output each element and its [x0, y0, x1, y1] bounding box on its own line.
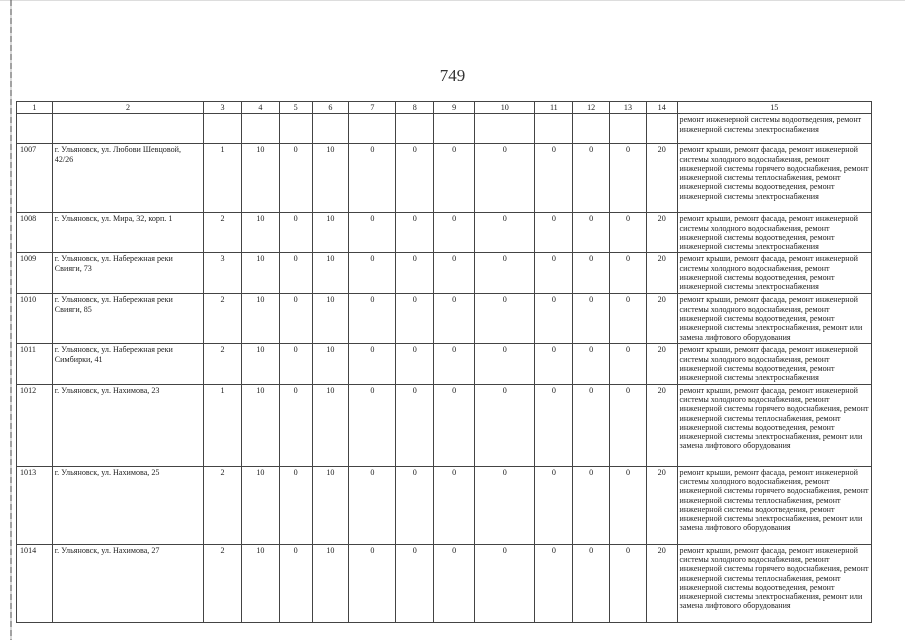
value-cell: 0: [434, 253, 475, 294]
repair-schedule-table: [16, 101, 872, 623]
table-row: [17, 344, 872, 384]
value-cell: 0: [535, 213, 573, 253]
value-cell: 0: [396, 294, 434, 344]
table-row: [17, 466, 872, 544]
value-cell: 0: [573, 344, 610, 384]
value-cell: 0: [279, 253, 312, 294]
column-header: 3: [204, 102, 242, 114]
value-cell: 0: [610, 294, 647, 344]
table-row: [17, 544, 872, 622]
value-cell: 0: [279, 294, 312, 344]
address-cell: г. Ульяновск, ул. Нахимова, 23: [52, 384, 203, 466]
column-header: 9: [434, 102, 475, 114]
value-cell: 0: [475, 144, 535, 213]
table-row: [17, 384, 872, 466]
page-top-edge: [0, 0, 905, 1]
column-header: 15: [677, 102, 871, 114]
value-cell: 1: [204, 144, 242, 213]
value-cell: 10: [241, 344, 279, 384]
value-cell: 0: [279, 544, 312, 622]
repair-works-cell: ремонт крыши, ремонт фасада, ремонт инженерной системы холодного водоснабжения, ремонт инженерной системы водоотведения, ремонт инженерной системы электроснабжения, ремонт или замена лифтового оборудования: [677, 294, 871, 344]
value-cell: 0: [279, 213, 312, 253]
value-cell: 0: [535, 466, 573, 544]
value-cell: 0: [396, 344, 434, 384]
value-cell: 0: [610, 253, 647, 294]
value-cell: 10: [241, 294, 279, 344]
value-cell: 10: [241, 144, 279, 213]
column-number-header-row: [17, 102, 872, 114]
column-header: 13: [610, 102, 647, 114]
value-cell: 0: [396, 384, 434, 466]
row-id-cell: 1012: [17, 384, 53, 466]
column-header: 8: [396, 102, 434, 114]
value-cell: 0: [279, 344, 312, 384]
value-cell: 0: [475, 294, 535, 344]
continuation-row: [17, 114, 872, 144]
value-cell: 0: [279, 384, 312, 466]
value-cell: 20: [646, 384, 677, 466]
value-cell: 0: [573, 253, 610, 294]
value-cell: 0: [573, 213, 610, 253]
value-cell: 20: [646, 253, 677, 294]
value-cell: 0: [573, 144, 610, 213]
address-cell: г. Ульяновск, ул. Мира, 32, корп. 1: [52, 213, 203, 253]
value-cell: 1: [204, 384, 242, 466]
repair-works-cell: ремонт крыши, ремонт фасада, ремонт инженерной системы холодного водоснабжения, ремонт инженерной системы горячего водоснабжения, ремонт инженерной системы теплоснабжения, ремонт инженерной системы водоотведения, ремонт инженерной системы электроснабжения, ремонт или замена лифтового оборудования: [677, 466, 871, 544]
value-cell: 2: [204, 466, 242, 544]
value-cell: 10: [312, 253, 349, 294]
value-cell: 20: [646, 213, 677, 253]
table-row: [17, 213, 872, 253]
scan-binding-edge: [10, 0, 12, 640]
value-cell: 0: [396, 144, 434, 213]
value-cell: 0: [610, 466, 647, 544]
table-row: [17, 253, 872, 294]
column-header: 5: [279, 102, 312, 114]
value-cell: 0: [349, 466, 396, 544]
value-cell: 0: [535, 144, 573, 213]
value-cell: 10: [312, 344, 349, 384]
value-cell: 0: [396, 466, 434, 544]
value-cell: 0: [610, 213, 647, 253]
value-cell: 0: [573, 466, 610, 544]
value-cell: 0: [434, 144, 475, 213]
value-cell: 0: [349, 384, 396, 466]
repair-works-cell: ремонт крыши, ремонт фасада, ремонт инженерной системы холодного водоснабжения, ремонт инженерной системы горячего водоснабжения, ремонт инженерной системы теплоснабжения, ремонт инженерной системы водоотведения, ремонт инженерной системы электроснабжения, ремонт или замена лифтового оборудования: [677, 384, 871, 466]
value-cell: 0: [573, 544, 610, 622]
value-cell: 2: [204, 344, 242, 384]
value-cell: 20: [646, 466, 677, 544]
value-cell: 10: [241, 466, 279, 544]
value-cell: 0: [475, 466, 535, 544]
value-cell: 0: [535, 294, 573, 344]
value-cell: 0: [475, 384, 535, 466]
value-cell: 0: [349, 253, 396, 294]
column-header: 1: [17, 102, 53, 114]
value-cell: 0: [535, 544, 573, 622]
value-cell: 10: [312, 144, 349, 213]
value-cell: 2: [204, 213, 242, 253]
value-cell: 0: [475, 213, 535, 253]
value-cell: 3: [204, 253, 242, 294]
column-header: 11: [535, 102, 573, 114]
value-cell: 0: [535, 253, 573, 294]
page-number: 749: [439, 66, 466, 85]
address-cell: г. Ульяновск, ул. Набережная реки Свияги, 73: [52, 253, 203, 294]
value-cell: 0: [610, 544, 647, 622]
value-cell: 0: [349, 544, 396, 622]
value-cell: 0: [396, 213, 434, 253]
value-cell: 10: [312, 466, 349, 544]
value-cell: 10: [241, 384, 279, 466]
value-cell: 0: [573, 294, 610, 344]
value-cell: 2: [204, 544, 242, 622]
row-id-cell: 1010: [17, 294, 53, 344]
column-header: 10: [475, 102, 535, 114]
value-cell: 10: [241, 253, 279, 294]
value-cell: 0: [610, 144, 647, 213]
value-cell: 10: [312, 544, 349, 622]
value-cell: 0: [434, 384, 475, 466]
value-cell: 0: [349, 144, 396, 213]
value-cell: 10: [312, 384, 349, 466]
value-cell: 0: [434, 466, 475, 544]
repair-works-cell: ремонт инженерной системы водоотведения, ремонт инженерной системы электроснабжения: [677, 114, 871, 144]
value-cell: 0: [279, 466, 312, 544]
value-cell: 0: [396, 544, 434, 622]
repair-works-cell: ремонт крыши, ремонт фасада, ремонт инженерной системы холодного водоснабжения, ремонт инженерной системы горячего водоснабжения, ремонт инженерной системы теплоснабжения, ремонт инженерной системы водоотведения, ремонт инженерной системы электроснабжения, ремонт или замена лифтового оборудования: [677, 544, 871, 622]
value-cell: 20: [646, 544, 677, 622]
row-id-cell: 1008: [17, 213, 53, 253]
row-id-cell: 1011: [17, 344, 53, 384]
column-header: 2: [52, 102, 203, 114]
value-cell: 2: [204, 294, 242, 344]
value-cell: 0: [279, 144, 312, 213]
column-header: 6: [312, 102, 349, 114]
value-cell: 20: [646, 344, 677, 384]
value-cell: 0: [535, 344, 573, 384]
repair-works-cell: ремонт крыши, ремонт фасада, ремонт инженерной системы холодного водоснабжения, ремонт инженерной системы водоотведения, ремонт инженерной системы электроснабжения: [677, 253, 871, 294]
value-cell: 0: [349, 344, 396, 384]
value-cell: 10: [312, 213, 349, 253]
address-cell: г. Ульяновск, ул. Любови Шевцовой, 42/26: [52, 144, 203, 213]
address-cell: г. Ульяновск, ул. Нахимова, 27: [52, 544, 203, 622]
value-cell: 10: [241, 213, 279, 253]
value-cell: 0: [573, 384, 610, 466]
value-cell: 0: [396, 253, 434, 294]
value-cell: 20: [646, 294, 677, 344]
value-cell: 0: [434, 344, 475, 384]
table-row: [17, 144, 872, 213]
repair-works-cell: ремонт крыши, ремонт фасада, ремонт инженерной системы холодного водоснабжения, ремонт инженерной системы водоотведения, ремонт инженерной системы электроснабжения: [677, 213, 871, 253]
address-cell: г. Ульяновск, ул. Набережная реки Симбирки, 41: [52, 344, 203, 384]
row-id-cell: 1007: [17, 144, 53, 213]
value-cell: 0: [475, 253, 535, 294]
value-cell: 10: [241, 544, 279, 622]
value-cell: 0: [475, 344, 535, 384]
value-cell: 0: [610, 344, 647, 384]
value-cell: 0: [434, 213, 475, 253]
value-cell: 0: [434, 294, 475, 344]
row-id-cell: 1014: [17, 544, 53, 622]
column-header: 4: [241, 102, 279, 114]
value-cell: 0: [349, 294, 396, 344]
value-cell: 20: [646, 144, 677, 213]
column-header: 14: [646, 102, 677, 114]
table-row: [17, 294, 872, 344]
row-id-cell: 1009: [17, 253, 53, 294]
column-header: 7: [349, 102, 396, 114]
column-header: 12: [573, 102, 610, 114]
value-cell: 0: [535, 384, 573, 466]
value-cell: 0: [434, 544, 475, 622]
address-cell: г. Ульяновск, ул. Набережная реки Свияги, 85: [52, 294, 203, 344]
value-cell: 10: [312, 294, 349, 344]
value-cell: 0: [349, 213, 396, 253]
value-cell: 0: [610, 384, 647, 466]
repair-works-cell: ремонт крыши, ремонт фасада, ремонт инженерной системы холодного водоснабжения, ремонт инженерной системы горячего водоснабжения, ремонт инженерной системы теплоснабжения, ремонт инженерной системы водоотведения, ремонт инженерной системы электроснабжения: [677, 144, 871, 213]
value-cell: 0: [475, 544, 535, 622]
repair-works-cell: ремонт крыши, ремонт фасада, ремонт инженерной системы холодного водоснабжения, ремонт инженерной системы водоотведения, ремонт инженерной системы электроснабжения: [677, 344, 871, 384]
address-cell: г. Ульяновск, ул. Нахимова, 25: [52, 466, 203, 544]
row-id-cell: 1013: [17, 466, 53, 544]
